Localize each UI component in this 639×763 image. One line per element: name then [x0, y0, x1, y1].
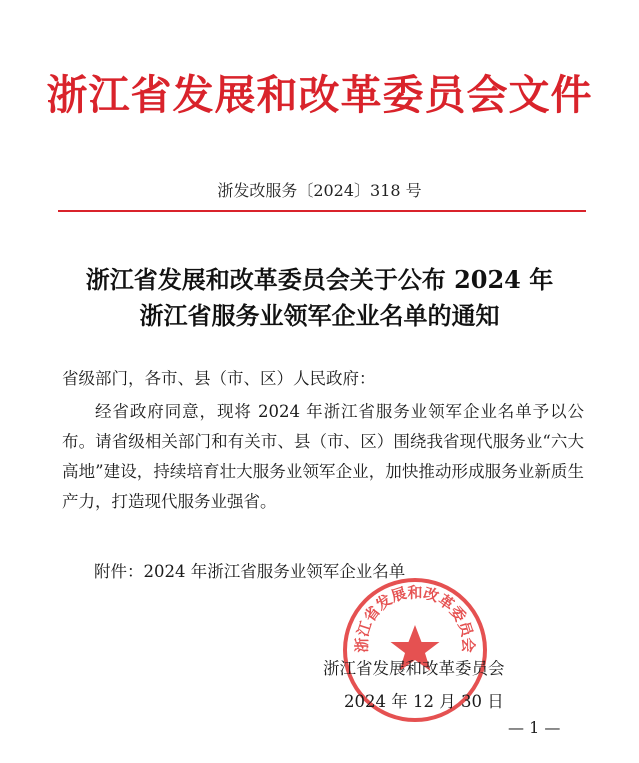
- issue-date: 2024 年 12 月 30 日: [344, 692, 504, 711]
- recipient-line: 省级部门，各市、县（市、区）人民政府：: [62, 369, 376, 388]
- attachment-line: 附件：2024 年浙江省服务业领军企业名单: [94, 562, 406, 581]
- page-number: — 1 —: [508, 718, 561, 737]
- notice-title: [0, 262, 639, 334]
- issuer-banner: 浙江省发展和改革委员会文件: [46, 71, 593, 119]
- notice-title-line-1: 浙江省发展和改革委员会关于公布 2024 年: [85, 265, 554, 294]
- svg-text:浙江省发展和改革委员会: 浙江省发展和改革委员会: [352, 583, 478, 653]
- document-number: 浙发改服务〔2024〕318 号: [217, 181, 422, 200]
- signatory: 浙江省发展和改革委员会: [323, 659, 505, 678]
- notice-title-line-2: 浙江省服务业领军企业名单的通知: [139, 301, 500, 330]
- red-divider: [58, 210, 586, 212]
- notice-body: 经省政府同意，现将 2024 年浙江省服务业领军企业名单予以公布。请省级相关部门和有关市、县（市、区）围绕我省现代服务业“六大高地”建设，持续培育壮大服务业领军企业，加快推动形成服务业新质生产力，打造现代服务业强省。: [62, 402, 584, 511]
